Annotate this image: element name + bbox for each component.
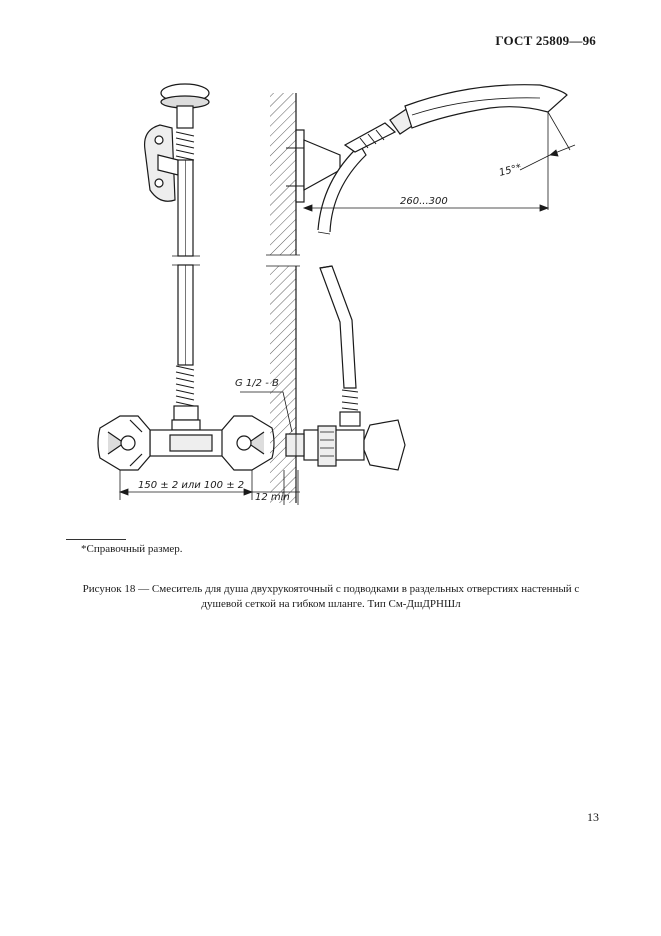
shower-head-front	[161, 84, 209, 128]
reach-label: 260...300	[400, 196, 448, 207]
front-view	[98, 84, 300, 500]
side-view	[240, 85, 575, 505]
document-header: ГОСТ 25809—96	[495, 33, 596, 48]
footnote: *Справочный размер.	[81, 543, 183, 555]
wall-bracket	[145, 125, 178, 201]
spring-upper	[176, 132, 194, 160]
figure-caption: Рисунок 18 — Смеситель для душа двухрукояточный с подводками в раздельных отверстиях настенный с душевой сеткой на гибком шланге. Тип См-ДшДРНШл	[82, 583, 580, 610]
page-number: 13	[587, 810, 599, 824]
spacing-dimension-label: 150 ± 2 или 100 ± 2	[138, 480, 245, 491]
angle-label: 15°*	[497, 162, 523, 179]
thread-label: G 1/2 - B	[235, 378, 279, 389]
angle-dimension	[520, 112, 575, 210]
wall-gap-label: 12 min	[255, 492, 290, 503]
valve-handle-side	[364, 420, 405, 470]
hose-lower-side	[320, 266, 356, 388]
hand-shower-side	[345, 85, 567, 152]
wall-upper	[270, 93, 296, 255]
left-valve-handle	[98, 416, 150, 470]
footnote-divider	[66, 539, 126, 540]
spring-lower	[176, 366, 194, 406]
right-valve-handle	[222, 416, 274, 470]
